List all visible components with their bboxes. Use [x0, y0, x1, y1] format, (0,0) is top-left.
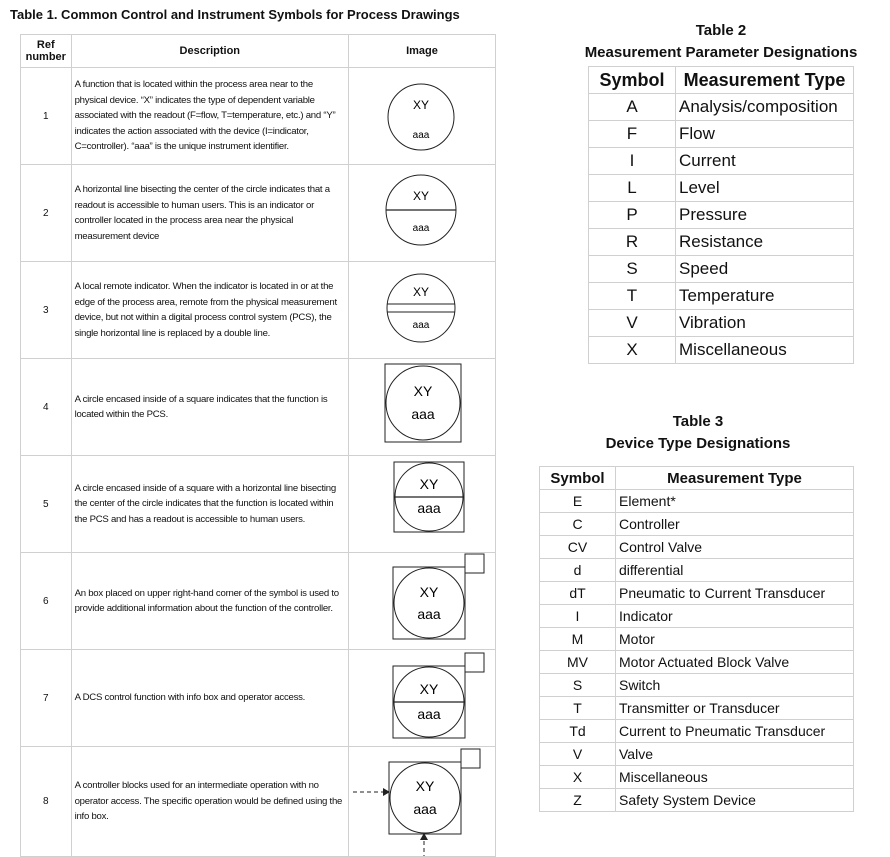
table-row — [21, 165, 496, 262]
symbol-cell: A — [589, 94, 676, 121]
symbol-info-box — [349, 553, 495, 649]
symbol-local-remote-indicator — [349, 262, 495, 358]
symbol-cell: E — [540, 490, 616, 513]
symbol-label-top: XY — [412, 98, 429, 112]
symbol-cell: I — [540, 605, 616, 628]
type-cell: Safety System Device — [616, 789, 854, 812]
ref-number: 5 — [21, 456, 72, 553]
type-cell: Current to Pneumatic Transducer — [616, 720, 854, 743]
type-cell: Element* — [616, 490, 854, 513]
symbol-cell: X — [540, 766, 616, 789]
type-cell: differential — [616, 559, 854, 582]
symbol-cell: R — [589, 229, 676, 256]
symbol-label-bottom: aaa — [417, 606, 441, 622]
table-row — [589, 337, 854, 364]
table-row — [21, 456, 496, 553]
type-cell: Analysis/composition — [676, 94, 854, 121]
table-row — [589, 148, 854, 175]
symbol-image — [348, 262, 495, 359]
symbol-cell: Td — [540, 720, 616, 743]
symbol-label-top: XY — [419, 681, 439, 697]
table-row — [589, 310, 854, 337]
symbol-image — [348, 359, 495, 456]
table-row — [589, 229, 854, 256]
table-row — [540, 720, 854, 743]
type-cell: Temperature — [676, 283, 854, 310]
symbol-cell: T — [589, 283, 676, 310]
type-cell: Motor — [616, 628, 854, 651]
symbol-label-bottom: aaa — [411, 406, 435, 422]
table3-title — [548, 411, 848, 455]
symbol-cell: CV — [540, 536, 616, 559]
header-ref-number: Ref number — [21, 35, 72, 68]
symbol-cell: M — [540, 628, 616, 651]
table-row — [540, 559, 854, 582]
symbol-label-top: XY — [412, 285, 429, 299]
table-row — [540, 766, 854, 789]
table-row — [21, 747, 496, 857]
type-cell: Resistance — [676, 229, 854, 256]
table-row — [21, 553, 496, 650]
header-symbol: Symbol — [540, 467, 616, 490]
symbol-label-bottom: aaa — [417, 706, 441, 722]
table2-title-line1: Table 2 — [695, 22, 747, 39]
ref-number: 2 — [21, 165, 72, 262]
type-cell: Miscellaneous — [676, 337, 854, 364]
row-description: A local remote indicator. When the indicator is located in or at the edge of the process area, remote from the physical measurement device, but not within a digital process control system (PCS), the single horizontal line is replaced by a double line. — [71, 262, 348, 359]
symbol-intermediate-controller — [349, 747, 495, 856]
ref-number: 7 — [21, 650, 72, 747]
symbol-label-top: XY — [413, 383, 433, 399]
symbol-pcs-readout — [349, 456, 495, 552]
symbol-label-bottom: aaa — [412, 130, 430, 141]
table-row — [589, 94, 854, 121]
symbol-cell: P — [589, 202, 676, 229]
row-description: A horizontal line bisecting the center of the circle indicates that a readout is accessible to human users. This is an indicator or controller located in the process area near the physical measurement device — [71, 165, 348, 262]
table-row — [589, 256, 854, 283]
table-row — [589, 175, 854, 202]
row-description: A controller blocks used for an intermediate operation with no operator access. The specific operation would be defined using the info box. — [71, 747, 348, 857]
table-row — [540, 789, 854, 812]
symbol-image — [348, 456, 495, 553]
table3-device-types — [539, 466, 854, 812]
symbol-image — [348, 68, 495, 165]
symbol-cell: F — [589, 121, 676, 148]
symbol-dcs-operator-access — [349, 650, 495, 746]
symbol-cell: d — [540, 559, 616, 582]
type-cell: Motor Actuated Block Valve — [616, 651, 854, 674]
symbol-image — [348, 747, 495, 857]
table1-title: Table 1. Common Control and Instrument Symbols for Process Drawings — [10, 7, 460, 22]
table1-header-row — [21, 35, 496, 68]
symbol-cell: S — [589, 256, 676, 283]
table-row — [540, 697, 854, 720]
symbol-cell: S — [540, 674, 616, 697]
symbol-pcs-function — [349, 359, 495, 455]
row-description: A circle encased inside of a square with a horizontal line bisecting the center of the circle indicates that the function is located within the PCS and has a readout is accessible to human users. — [71, 456, 348, 553]
symbol-cell: Z — [540, 789, 616, 812]
symbol-field-instrument — [349, 68, 495, 164]
table-row — [540, 674, 854, 697]
symbol-image — [348, 650, 495, 747]
ref-number: 1 — [21, 68, 72, 165]
type-cell: Transmitter or Transducer — [616, 697, 854, 720]
symbol-field-readout — [349, 165, 495, 261]
table-row — [540, 628, 854, 651]
header-image: Image — [348, 35, 495, 68]
symbol-cell: T — [540, 697, 616, 720]
table-row — [540, 536, 854, 559]
symbol-cell: MV — [540, 651, 616, 674]
table-row — [540, 743, 854, 766]
type-cell: Current — [676, 148, 854, 175]
symbol-label-bottom: aaa — [417, 500, 441, 516]
table-row — [589, 283, 854, 310]
table-row — [540, 490, 854, 513]
symbol-label-top: XY — [415, 778, 435, 794]
table2-title-line2: Measurement Parameter Designations — [584, 44, 858, 61]
ref-number: 8 — [21, 747, 72, 857]
table2-measurement-parameters — [588, 66, 854, 364]
ref-number: 6 — [21, 553, 72, 650]
table-row — [589, 202, 854, 229]
type-cell: Miscellaneous — [616, 766, 854, 789]
symbol-label-top: XY — [419, 584, 439, 600]
row-description: A function that is located within the process area near to the physical device. “X” indicates the type of dependent variable associated with the readout (F=flow, T=temperature, etc.) and “Y” indicates the action associated with the device (I=indicator, C=controller). “aaa” is the unique instrument identifier. — [71, 68, 348, 165]
table-row — [540, 513, 854, 536]
table-row — [589, 121, 854, 148]
type-cell: Level — [676, 175, 854, 202]
table3-title-line1: Table 3 — [672, 413, 724, 430]
symbol-cell: X — [589, 337, 676, 364]
table1-instrument-symbols — [20, 34, 496, 857]
type-cell: Pneumatic to Current Transducer — [616, 582, 854, 605]
header-measurement-type: Measurement Type — [616, 467, 854, 490]
table-row — [21, 68, 496, 165]
table-row — [21, 262, 496, 359]
type-cell: Valve — [616, 743, 854, 766]
symbol-label-top: XY — [419, 476, 439, 492]
ref-number: 3 — [21, 262, 72, 359]
type-cell: Indicator — [616, 605, 854, 628]
row-description: A circle encased inside of a square indicates that the function is located within the PCS. — [71, 359, 348, 456]
symbol-cell: L — [589, 175, 676, 202]
type-cell: Controller — [616, 513, 854, 536]
symbol-cell: I — [589, 148, 676, 175]
symbol-label-top: XY — [412, 189, 429, 203]
type-cell: Control Valve — [616, 536, 854, 559]
header-symbol: Symbol — [589, 67, 676, 94]
table-row — [21, 650, 496, 747]
type-cell: Flow — [676, 121, 854, 148]
header-measurement-type: Measurement Type — [676, 67, 854, 94]
row-description: A DCS control function with info box and operator access. — [71, 650, 348, 747]
symbol-label-bottom: aaa — [412, 320, 430, 331]
type-cell: Vibration — [676, 310, 854, 337]
table-row — [540, 605, 854, 628]
table2-header-row — [589, 67, 854, 94]
table3-header-row — [540, 467, 854, 490]
symbol-cell: dT — [540, 582, 616, 605]
type-cell: Speed — [676, 256, 854, 283]
row-description: An box placed on upper right-hand corner of the symbol is used to provide additional information about the function of the controller. — [71, 553, 348, 650]
table3-title-line2: Device Type Designations — [605, 435, 791, 452]
symbol-cell: C — [540, 513, 616, 536]
symbol-cell: V — [589, 310, 676, 337]
symbol-label-bottom: aaa — [413, 801, 437, 817]
header-description: Description — [71, 35, 348, 68]
symbol-label-bottom: aaa — [412, 223, 430, 234]
table-row — [540, 651, 854, 674]
table2-title — [568, 20, 874, 64]
type-cell: Switch — [616, 674, 854, 697]
type-cell: Pressure — [676, 202, 854, 229]
symbol-cell: V — [540, 743, 616, 766]
table-row — [540, 582, 854, 605]
symbol-image — [348, 553, 495, 650]
symbol-image — [348, 165, 495, 262]
ref-number: 4 — [21, 359, 72, 456]
table-row — [21, 359, 496, 456]
